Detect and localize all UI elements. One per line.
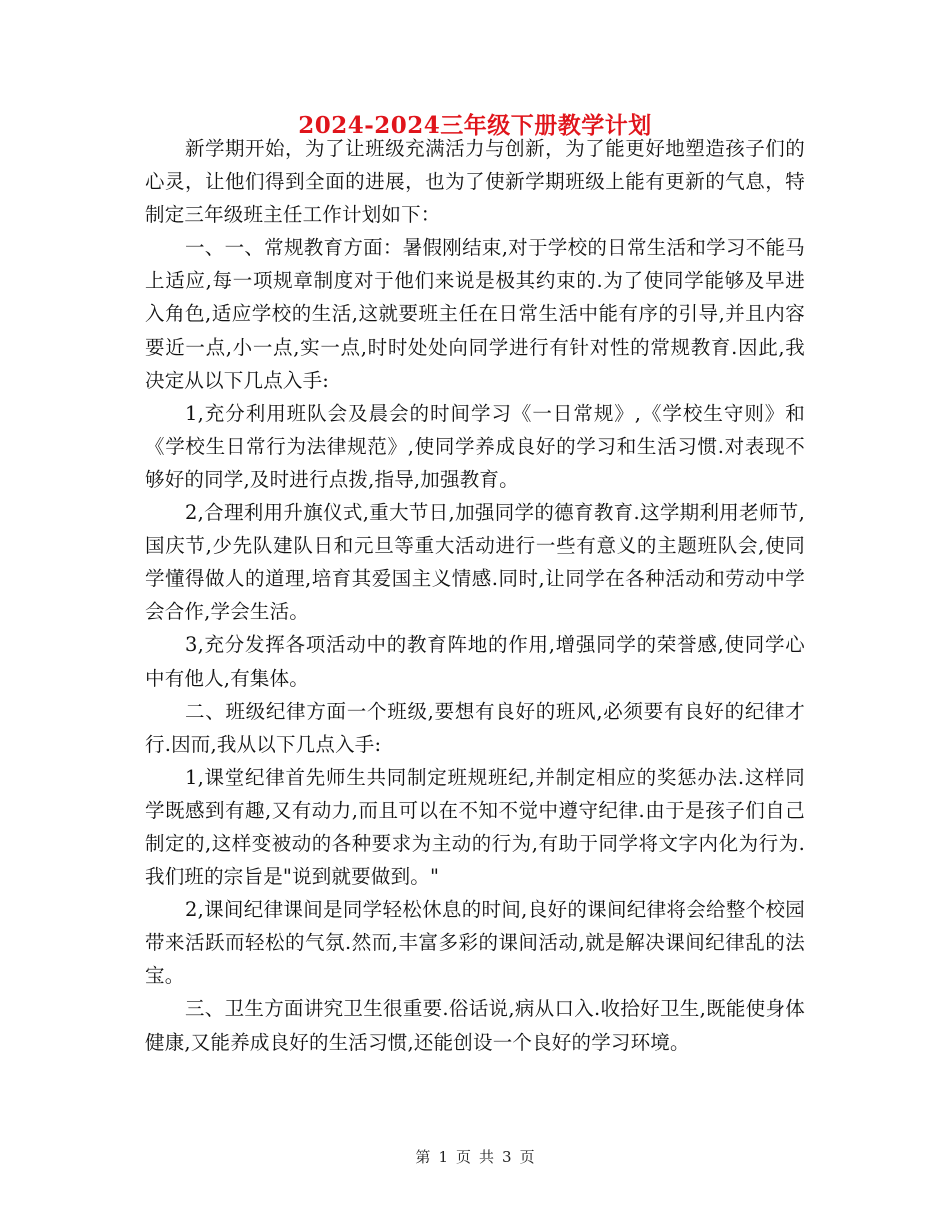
paragraph-routine-education: 一、一、常规教育方面：暑假刚结束,对于学校的日常生活和学习不能马上适应,每一项规章制度对于他们来说是极其约束的.为了使同学能够及早进入角色,适应学校的生活,这就要班主任在日常生活中能有序的引导,并且内容要近一点,小一点,实一点,时时处处向同学进行有针对性的常规教育.因此,我决定从以下几点入手: — [145, 236, 805, 392]
document-body — [145, 132, 805, 1059]
paragraph-discipline-item-1: 1,课堂纪律首先师生共同制定班规班纪,并制定相应的奖惩办法.这样同学既感到有趣,又有动力,而且可以在不知不觉中遵守纪律.由于是孩子们自己制定的,这样变被动的各种要求为主动的行为,有助于同学将文字内化为行为.我们班的宗旨是"说到就要做到。" — [145, 765, 805, 889]
paragraph-intro: 新学期开始，为了让班级充满活力与创新，为了能更好地塑造孩子们的心灵，让他们得到全面的进展，也为了使新学期班级上能有更新的气息，特制定三年级班主任工作计划如下： — [145, 137, 805, 227]
footer-page-number: 1 — [438, 1148, 448, 1166]
footer-prefix: 第 — [415, 1148, 431, 1166]
paragraph-routine-item-2: 2,合理利用升旗仪式,重大节日,加强同学的德育教育.这学期利用老师节,国庆节,少先队建队日和元旦等重大活动进行一些有意义的主题班队会,使同学懂得做人的道理,培育其爱国主义情感.同时,让同学在各种活动和劳动中学会合作,学会生活。 — [145, 501, 805, 624]
footer-total-word: 共 — [479, 1148, 495, 1166]
paragraph-discipline-item-2: 2,课间纪律课间是同学轻松休息的时间,良好的课间纪律将会给整个校园带来活跃而轻松的气氛.然而,丰富多彩的课间活动,就是解决课间纪律乱的法宝。 — [145, 898, 805, 988]
document-title: 2024-2024三年级下册教学计划 — [298, 112, 652, 139]
footer-page-word: 页 — [455, 1148, 471, 1166]
paragraph-routine-item-1: 1,充分利用班队会及晨会的时间学习《一日常规》,《学校生守则》和《学校生日常行为法律规范》,使同学养成良好的学习和生活习惯.对表现不够好的同学,及时进行点拨,指导,加强教育。 — [145, 401, 805, 491]
paragraph-routine-item-3: 3,充分发挥各项活动中的教育阵地的作用,增强同学的荣誉感,使同学心中有他人,有集体。 — [145, 633, 805, 690]
footer-suffix: 页 — [519, 1148, 535, 1166]
paragraph-hygiene: 三、卫生方面讲究卫生很重要.俗话说,病从口入.收拾好卫生,既能使身体健康,又能养成良好的生活习惯,还能创设一个良好的学习环境。 — [145, 997, 805, 1054]
footer-total-pages: 3 — [502, 1148, 512, 1166]
paragraph-discipline: 二、班级纪律方面一个班级,要想有良好的班风,必须要有良好的纪律才行.因而,我从以下几点入手: — [145, 699, 805, 756]
page-footer — [0, 1147, 950, 1167]
